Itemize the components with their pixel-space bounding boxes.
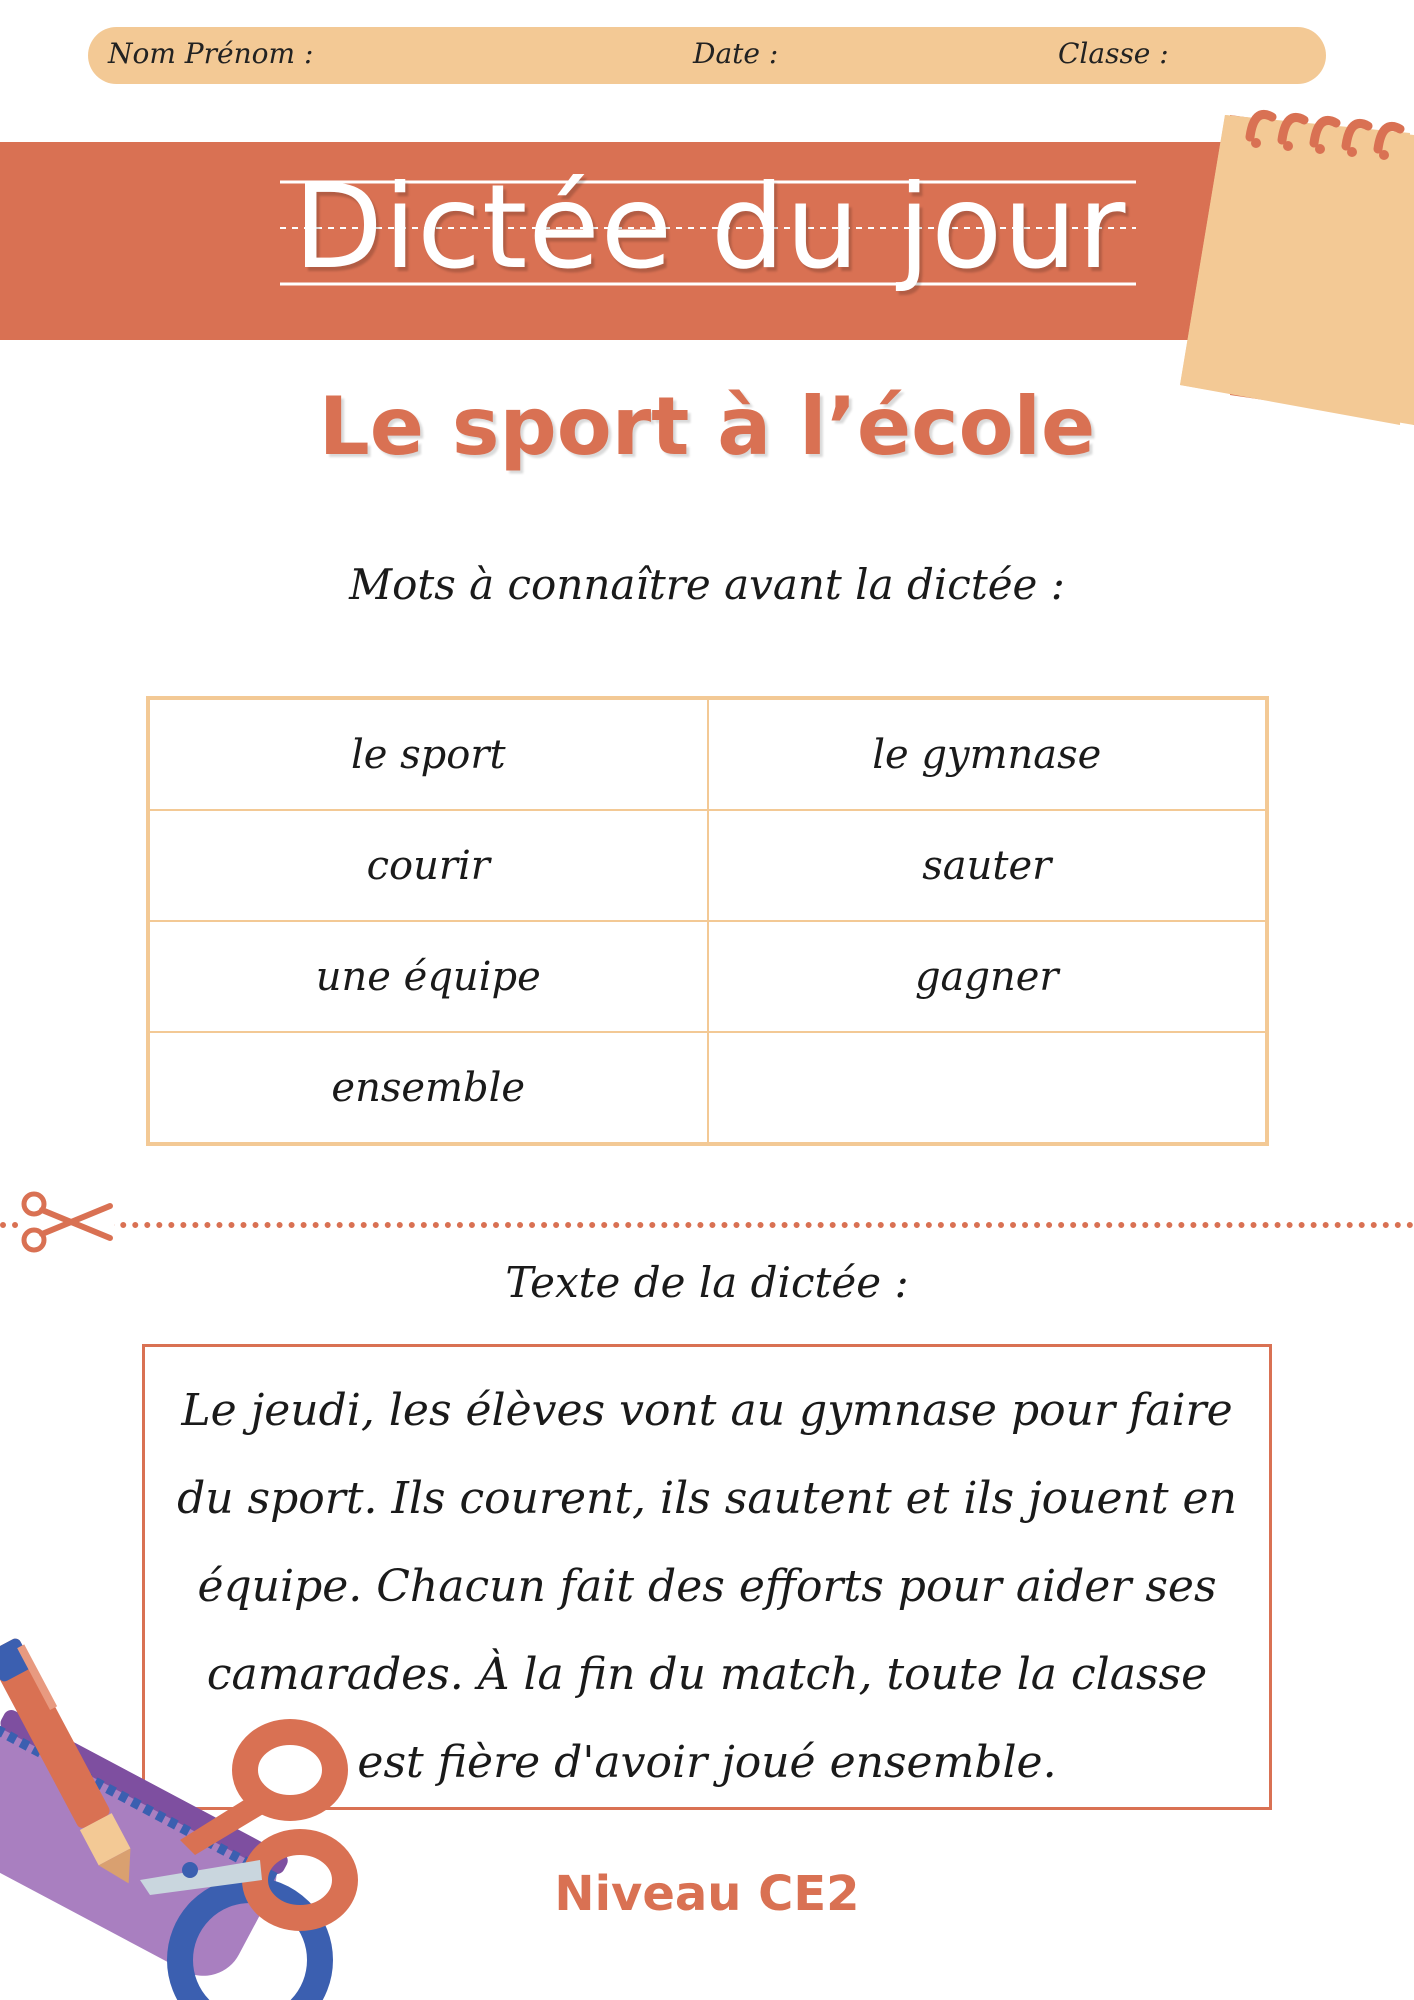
level-label: Niveau CE2	[554, 1866, 860, 1922]
words-table	[146, 696, 1269, 1146]
word-cell: le gymnase	[708, 699, 1267, 810]
pencil-case-icon	[0, 1630, 380, 2000]
word-cell: ensemble	[149, 1032, 708, 1143]
page-title: Dictée du jour	[293, 160, 1127, 295]
scissors-icon	[18, 1190, 114, 1254]
dictation-heading: Texte de la dictée :	[505, 1258, 909, 1307]
words-heading: Mots à connaître avant la dictée :	[349, 560, 1065, 609]
word-cell: une équipe	[149, 921, 708, 1032]
dictation-topic: Le sport à l’école	[318, 380, 1096, 473]
student-info-bar	[88, 27, 1326, 84]
dictation-text: Le jeudi, les élèves vont au gymnase pour faire du sport. Ils courent, ils sautent et ils jouent en équipe. Chacun fait des efforts pour aider ses camarades. À la fin du match, toute la classe est fière d'avoir joué ensemble.	[177, 1385, 1237, 1788]
word-cell: gagner	[708, 921, 1267, 1032]
word-cell: courir	[149, 810, 708, 921]
cut-line	[0, 1222, 1414, 1228]
word-cell: le sport	[149, 699, 708, 810]
word-cell-empty	[708, 1032, 1267, 1143]
name-field-label: Nom Prénom :	[108, 37, 314, 70]
class-field-label: Classe :	[1058, 37, 1169, 70]
date-field-label: Date :	[693, 37, 779, 70]
word-cell: sauter	[708, 810, 1267, 921]
